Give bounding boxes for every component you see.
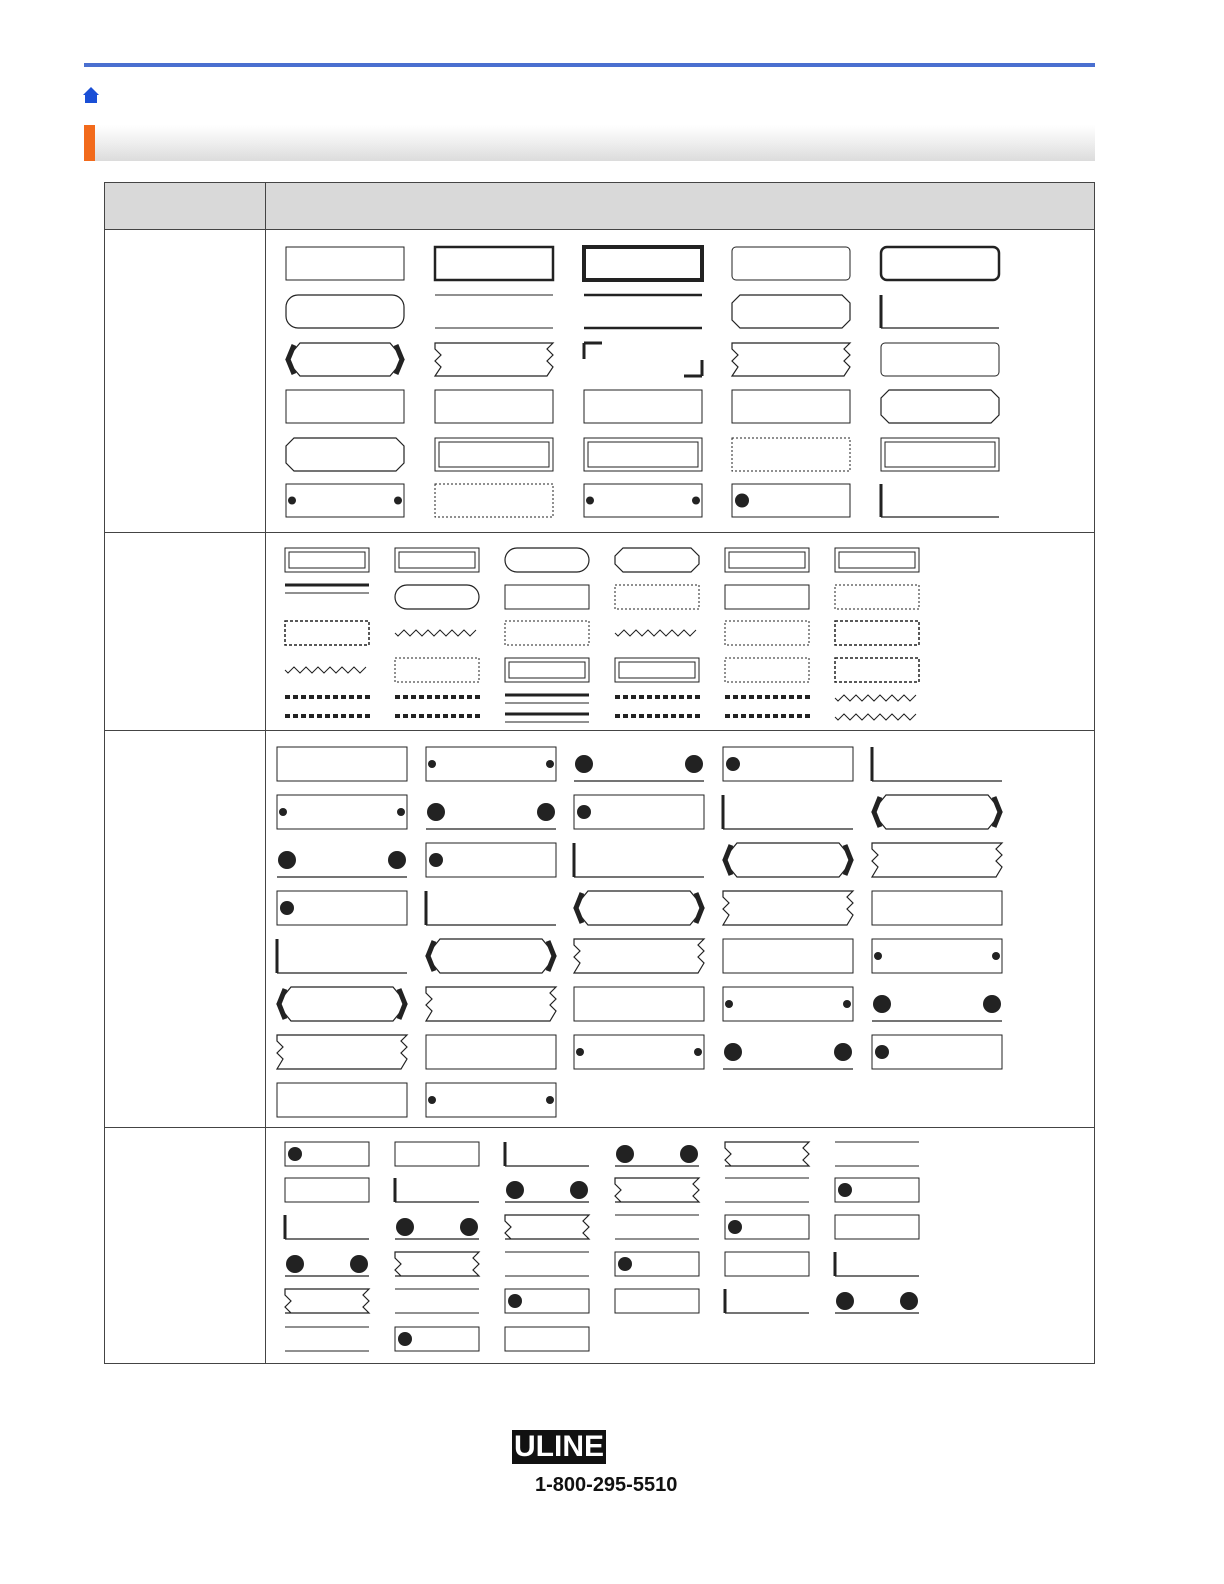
frame-sample bbox=[285, 621, 369, 645]
frame-sample bbox=[505, 585, 589, 609]
frame-sample bbox=[732, 247, 850, 280]
frame-sample bbox=[426, 891, 556, 925]
frame-sample bbox=[835, 1292, 919, 1313]
frame-sample bbox=[505, 1327, 589, 1351]
frame-sample bbox=[725, 621, 809, 645]
frame-sample bbox=[732, 343, 850, 376]
frame-sample bbox=[277, 939, 407, 973]
frame-sample bbox=[285, 1215, 369, 1239]
frame-sample bbox=[872, 747, 1002, 781]
frame-sample bbox=[574, 795, 704, 829]
frame-sample bbox=[426, 747, 556, 781]
frame-sample bbox=[723, 1043, 853, 1069]
frame-sample bbox=[435, 295, 553, 328]
frame-sample bbox=[395, 548, 479, 572]
frame-sample bbox=[725, 658, 809, 682]
frame-sample bbox=[574, 987, 704, 1021]
frame-grid-pattern bbox=[266, 533, 1111, 731]
home-icon[interactable] bbox=[82, 86, 100, 104]
frame-sample bbox=[872, 891, 1002, 925]
category-cell bbox=[105, 230, 266, 533]
frame-sample bbox=[732, 390, 850, 423]
frame-sample bbox=[505, 1252, 589, 1276]
frame-sample bbox=[723, 891, 853, 925]
table-header-row bbox=[105, 183, 1095, 230]
frame-sample bbox=[574, 1035, 704, 1069]
frame-sample bbox=[277, 795, 407, 829]
frame-sample bbox=[395, 630, 476, 636]
frame-sample bbox=[872, 795, 1002, 829]
frame-sample bbox=[395, 585, 479, 609]
frame-sample bbox=[615, 1252, 699, 1276]
frame-sample bbox=[725, 585, 809, 609]
frame-sample bbox=[574, 843, 704, 877]
frame-sample bbox=[435, 343, 553, 376]
frame-sample bbox=[395, 1327, 479, 1351]
frame-sample bbox=[505, 548, 589, 572]
frame-sample bbox=[835, 658, 919, 682]
frame-sample bbox=[723, 987, 853, 1021]
frame-sample bbox=[732, 484, 850, 517]
frame-sample bbox=[732, 295, 850, 328]
frame-sample bbox=[881, 295, 999, 328]
frame-sample bbox=[435, 390, 553, 423]
frame-sample bbox=[835, 1142, 919, 1166]
frame-sample bbox=[835, 548, 919, 572]
frame-sample bbox=[285, 667, 366, 673]
frame-sample bbox=[277, 747, 407, 781]
frame-sample bbox=[286, 438, 404, 471]
frame-sample bbox=[395, 1142, 479, 1166]
table-row bbox=[105, 1128, 1095, 1364]
frame-sample bbox=[881, 343, 999, 376]
frame-sample bbox=[615, 1178, 699, 1202]
frame-sample bbox=[395, 1178, 479, 1202]
frame-sample bbox=[505, 695, 589, 703]
frame-grid-basic bbox=[266, 230, 1111, 533]
frame-sample bbox=[435, 484, 553, 517]
frame-sample bbox=[835, 695, 916, 701]
frame-sample bbox=[835, 585, 919, 609]
frame-sample bbox=[395, 1252, 479, 1276]
frame-sample bbox=[426, 1035, 556, 1069]
frame-sample bbox=[725, 714, 810, 718]
frame-sample bbox=[723, 747, 853, 781]
frame-sample bbox=[723, 939, 853, 973]
frame-sample bbox=[505, 1181, 589, 1202]
frame-sample bbox=[723, 843, 853, 877]
frame-sample bbox=[574, 939, 704, 973]
frame-sample bbox=[285, 548, 369, 572]
frame-sample bbox=[395, 695, 480, 699]
frame-sample bbox=[872, 1035, 1002, 1069]
frame-sample bbox=[286, 247, 404, 280]
frame-sample bbox=[277, 891, 407, 925]
frame-sample bbox=[395, 1289, 479, 1313]
frame-sample bbox=[615, 1145, 699, 1166]
section-accent bbox=[84, 125, 95, 161]
frame-sample bbox=[881, 484, 999, 517]
frame-sample bbox=[277, 851, 407, 877]
frame-sample bbox=[285, 585, 369, 593]
frame-sample bbox=[277, 987, 407, 1021]
category-cell bbox=[105, 731, 266, 1128]
frame-sample bbox=[285, 1327, 369, 1351]
frame-sample bbox=[615, 630, 696, 636]
frame-sample bbox=[285, 695, 370, 699]
frame-sample bbox=[426, 803, 556, 829]
frame-sample bbox=[584, 295, 702, 328]
header-category bbox=[105, 183, 266, 230]
frame-sample bbox=[835, 1252, 919, 1276]
frame-sample bbox=[725, 1215, 809, 1239]
frame-sample bbox=[574, 755, 704, 781]
top-rule bbox=[84, 63, 1095, 67]
frame-sample bbox=[505, 621, 589, 645]
frame-sample bbox=[584, 343, 702, 376]
frame-sample bbox=[286, 295, 404, 328]
frame-sample bbox=[725, 1142, 809, 1166]
frame-sample bbox=[277, 1035, 407, 1069]
frame-sample bbox=[426, 987, 556, 1021]
frame-sample bbox=[435, 247, 553, 280]
frame-grid-business bbox=[266, 1128, 1111, 1364]
frame-sample bbox=[584, 484, 702, 517]
frame-cell bbox=[266, 1128, 1095, 1364]
frame-sample bbox=[835, 621, 919, 645]
footer-phone: 1-800-295-5510 bbox=[535, 1474, 678, 1496]
frame-sample bbox=[615, 1289, 699, 1313]
frame-sample bbox=[505, 714, 589, 722]
table-row bbox=[105, 731, 1095, 1128]
frame-sample bbox=[835, 1178, 919, 1202]
category-cell bbox=[105, 1128, 266, 1364]
table-row bbox=[105, 230, 1095, 533]
frame-sample bbox=[615, 1215, 699, 1239]
frame-sample bbox=[426, 843, 556, 877]
frame-sample bbox=[426, 1083, 556, 1117]
header-frames bbox=[266, 183, 1095, 230]
frame-sample bbox=[584, 438, 702, 471]
frame-sample bbox=[872, 843, 1002, 877]
frame-cell bbox=[266, 533, 1095, 731]
frame-sample bbox=[615, 585, 699, 609]
frame-sample bbox=[285, 1289, 369, 1313]
frame-sample bbox=[395, 1218, 479, 1239]
frame-sample bbox=[286, 484, 404, 517]
frame-table bbox=[104, 182, 1095, 1364]
frame-sample bbox=[725, 1289, 809, 1313]
frame-sample bbox=[286, 390, 404, 423]
frame-sample bbox=[835, 1215, 919, 1239]
frame-sample bbox=[725, 695, 810, 699]
frame-sample bbox=[615, 695, 700, 699]
frame-sample bbox=[615, 548, 699, 572]
frame-cell bbox=[266, 230, 1095, 533]
frame-sample bbox=[725, 1178, 809, 1202]
frame-sample bbox=[435, 438, 553, 471]
frame-sample bbox=[505, 1289, 589, 1313]
frame-sample bbox=[285, 1178, 369, 1202]
frame-sample bbox=[872, 995, 1002, 1021]
frame-grid-seasonal bbox=[266, 731, 1111, 1128]
frame-sample bbox=[732, 438, 850, 471]
frame-sample bbox=[286, 343, 404, 376]
frame-sample bbox=[277, 1083, 407, 1117]
frame-sample bbox=[426, 939, 556, 973]
frame-sample bbox=[872, 939, 1002, 973]
section-heading bbox=[84, 125, 1095, 161]
uline-logo: ULINE bbox=[514, 1430, 604, 1463]
frame-sample bbox=[881, 390, 999, 423]
frame-sample bbox=[285, 1255, 369, 1276]
frame-sample bbox=[574, 891, 704, 925]
frame-sample bbox=[725, 1252, 809, 1276]
frame-cell bbox=[266, 731, 1095, 1128]
frame-sample bbox=[615, 658, 699, 682]
frame-sample bbox=[505, 1215, 589, 1239]
table-row bbox=[105, 533, 1095, 731]
frame-sample bbox=[395, 714, 480, 718]
frame-sample bbox=[505, 1142, 589, 1166]
frame-sample bbox=[725, 548, 809, 572]
frame-sample bbox=[615, 714, 700, 718]
frame-sample bbox=[584, 390, 702, 423]
category-cell bbox=[105, 533, 266, 731]
frame-sample bbox=[835, 714, 916, 720]
frame-sample bbox=[395, 658, 479, 682]
frame-sample bbox=[285, 714, 370, 718]
frame-sample bbox=[584, 247, 702, 280]
frame-sample bbox=[881, 438, 999, 471]
frame-sample bbox=[881, 247, 999, 280]
frame-sample bbox=[723, 795, 853, 829]
frame-sample bbox=[505, 658, 589, 682]
frame-sample bbox=[285, 1142, 369, 1166]
